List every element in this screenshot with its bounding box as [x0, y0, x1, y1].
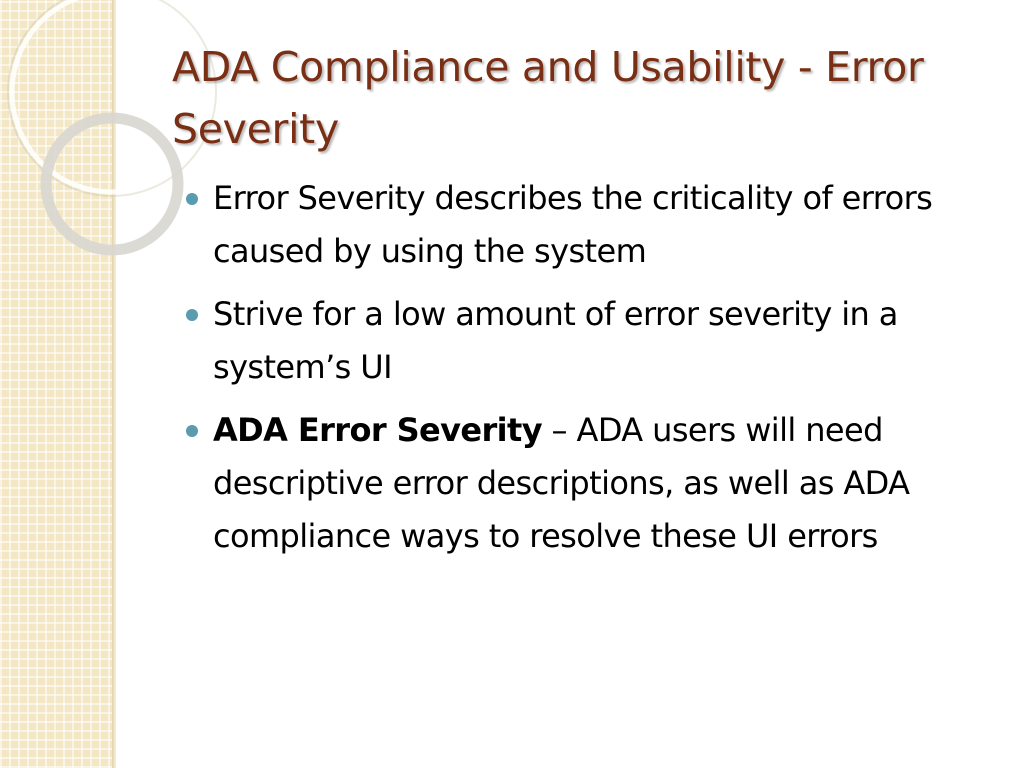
- bullet-list: [186, 172, 986, 573]
- bullet-dot-icon: [186, 193, 198, 205]
- bullet-bold-term: ADA Error Severity: [213, 411, 542, 449]
- bullet-text: – ADA users will need descriptive error descriptions, as well as ADA compliance ways to resolve these UI errors: [213, 411, 910, 555]
- bullet-text: Strive for a low amount of error severity in a system’s UI: [213, 295, 898, 386]
- bullet-item: [186, 288, 986, 394]
- bullet-item: [186, 404, 986, 563]
- bullet-text: Error Severity describes the criticality of errors caused by using the system: [213, 179, 933, 270]
- bullet-item: [186, 172, 986, 278]
- bullet-dot-icon: [186, 309, 198, 321]
- decorative-side-panel: [0, 0, 112, 768]
- slide-title: ADA Compliance and Usability - Error Severity: [172, 43, 924, 153]
- bullet-dot-icon: [186, 425, 198, 437]
- side-panel-edge: [112, 0, 116, 768]
